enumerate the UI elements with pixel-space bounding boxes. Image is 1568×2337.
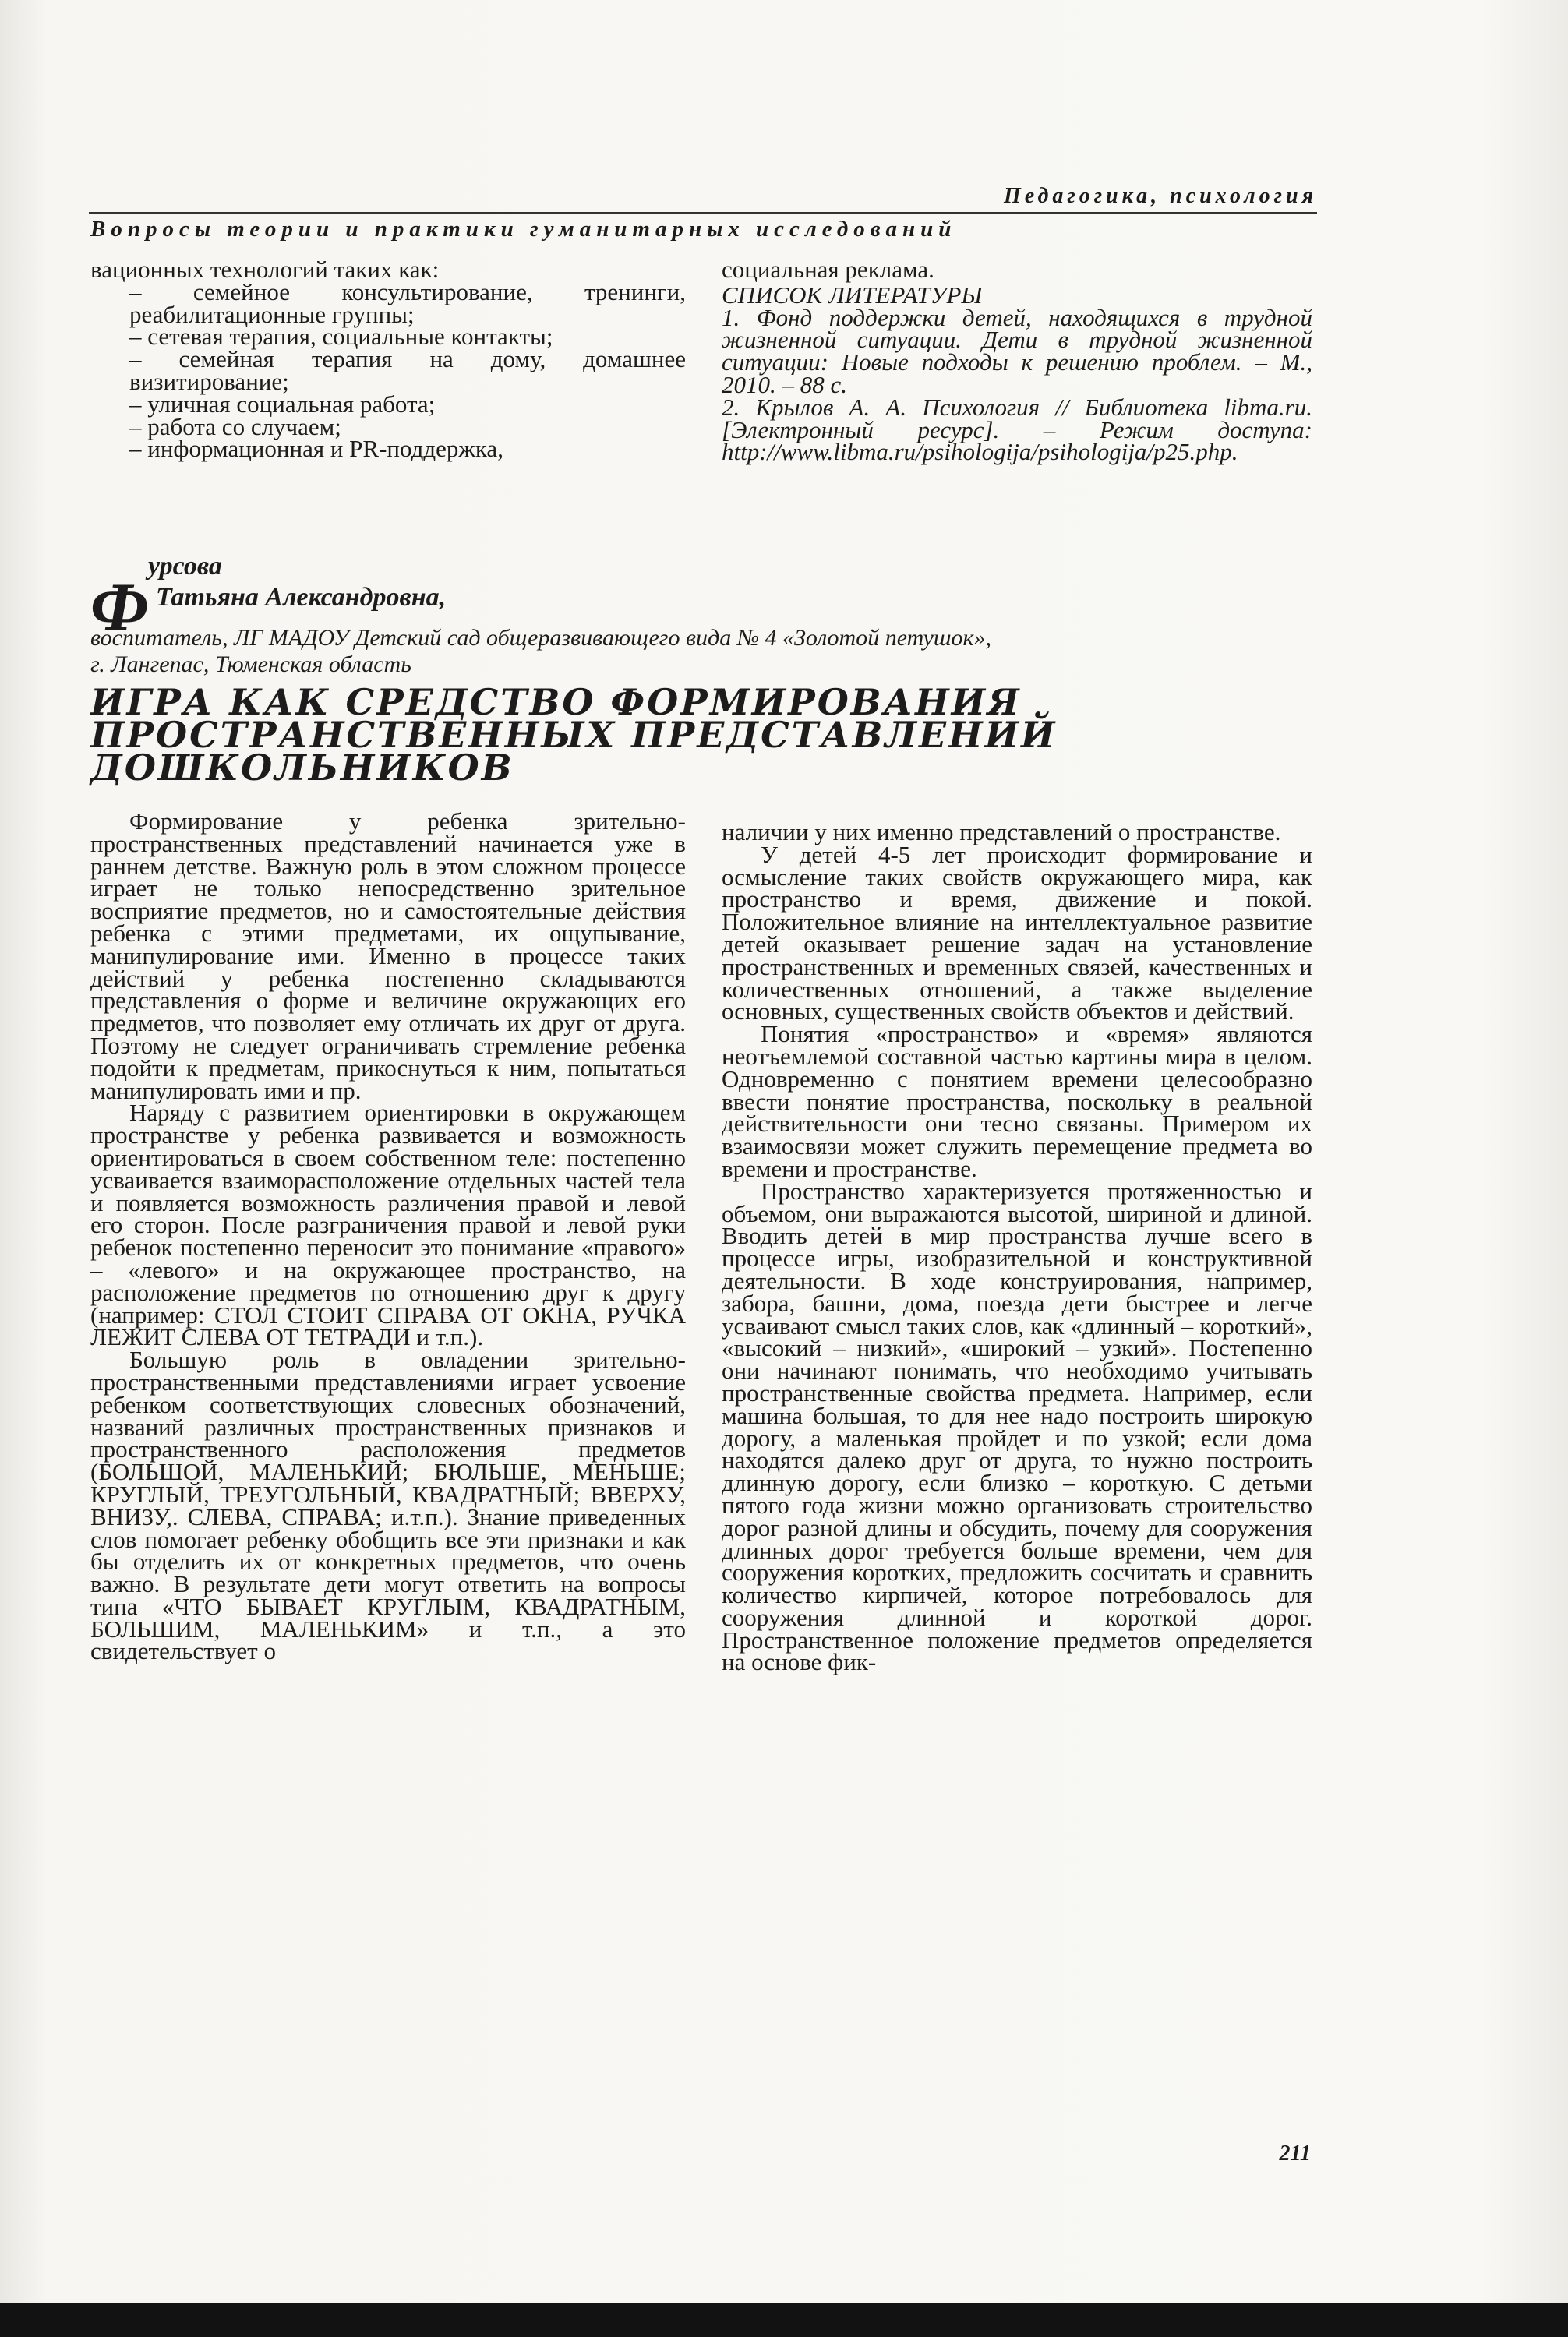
list-item: – работа со случаем; — [129, 412, 341, 440]
title-line: ИГРА КАК СРЕДСТВО ФОРМИРОВАНИЯ — [90, 681, 1022, 723]
title-line: ПРОСТРАНСТВЕННЫХ ПРЕДСТАВЛЕНИЙ — [90, 714, 1058, 756]
list-item: – уличная социальная работа; — [129, 390, 436, 418]
page-number: 211 — [1279, 2141, 1311, 2166]
previous-article-end-left — [90, 256, 686, 463]
body-column-right — [722, 818, 1312, 1676]
title-line: ДОШКОЛЬНИКОВ — [90, 747, 514, 789]
paragraph: У детей 4-5 лет происходит формирование и осмысление таких свойств окружающего мира, как пространство и время, движение и покой. Положительное влияние на интеллектуальное развитие детей оказывает решение задач на установление пространственных и временных связей, качественных и количественных отношений, а также выделение основных, существенных свойств объектов и действий. — [722, 840, 1312, 1026]
reference-item: 1. Фонд поддержки детей, находящихся в трудной жизненной ситуации. Дети в трудной жизненной ситуации: Новые подходы к решению проблем. – М., 2010. – 88 с. — [722, 303, 1312, 398]
reference-item: 2. Крылов А. А. Психология // Библиотека libma.ru. [Электронный ресурс]. – Режим доступа: http://www.libma.ru/psihologija/psihologija/p25.php. — [722, 393, 1312, 466]
author-surname: урсова — [148, 552, 222, 581]
list-item: – информационная и PR-поддержка, — [129, 435, 503, 463]
paragraph: Наряду с развитием ориентировки в окружающем пространстве у ребенка развивается и возможность ориентироваться в своем собственном теле: постепенно усваивается взаиморасположение отдельных частей тела и появляется возможность различения правой и левой его сторон. После разграничения правой и левой руки ребенок постепенно переносит это понимание «правого» – «левого» и на окружающее пространство, на расположение предметов по отношению друг к другу (например: СТОЛ СТОИТ СПРАВА ОТ ОКНА, РУЧКА ЛЕЖИТ СЛЕВА ОТ ТЕТРАДИ и т.п.). — [90, 1099, 686, 1351]
paragraph: Понятия «пространство» и «время» являются неотъемлемой составной частью картины мира в целом. Одновременно с понятием времени целесообразно ввести понятие пространства, поскольку в реальной действительности они тесно связаны. Примером их взаимосвязи может служить перемещение предмета во времени и пространстве. — [722, 1020, 1312, 1182]
header-rule — [89, 212, 1317, 214]
author-name: Татьяна Александровна, — [156, 583, 447, 612]
list-item: – семейное консультирование, тренинги, реабилитационные группы; — [129, 277, 686, 328]
author-initial: Ф — [90, 570, 149, 645]
affiliation-line: воспитатель, ЛГ МАДОУ Детский сад общеразвивающего вида № 4 «Золотой петушок», — [90, 625, 992, 651]
references-title: СПИСОК ЛИТЕРАТУРЫ — [722, 281, 983, 309]
list-item: – сетевая терапия, социальные контакты; — [129, 323, 553, 351]
affiliation-line: г. Лангепас, Тюменская область — [90, 651, 411, 677]
author-affiliation — [90, 625, 991, 678]
continuation-text: социальная реклама. — [722, 256, 934, 283]
list-item: – семейная терапия на дому, домашнее визитирование; — [129, 345, 686, 395]
paragraph: наличии у них именно представлений о пространстве. — [722, 818, 1281, 845]
running-head-section: Педагогика, психология — [1003, 184, 1317, 208]
article-title — [90, 681, 1306, 789]
scan-edge — [0, 2303, 1568, 2337]
previous-article-end-right — [722, 256, 1312, 466]
body-column-left — [90, 807, 686, 1665]
paragraph: Большую роль в овладении зрительно-пространственными представлениями играет усвоение ребенком соответствующих словесных обозначений, названий различных пространственных признаков и пространственного расположения предметов (БОЛЬШОЙ, МАЛЕНЬКИЙ; БЮЛЬШЕ, МЕНЬШЕ; КРУГЛЫЙ, ТРЕУГОЛЬНЫЙ, КВАДРАТНЫЙ; ВВЕРХУ, ВНИЗУ,. СЛЕВА, СПРАВА; и.т.п.). Знание приведенных слов помогает ребенку обобщить все эти признаки и как бы отделить их от конкретных предметов, что очень важно. В результате дети могут ответить на вопросы типа «ЧТО БЫВАЕТ КРУГЛЫМ, КВАДРАТНЫМ, БОЛЬШИМ, МАЛЕНЬКИМ» и т.п., а это свидетельствует о — [90, 1346, 686, 1665]
running-head-journal: Вопросы теории и практики гуманитарных исследований — [90, 217, 957, 242]
paragraph: Формирование у ребенка зрительно-пространственных представлений начинается уже в раннем детстве. Важную роль в этом сложном процессе играет не только непосредственно зрительное восприятие предметов, но и самостоятельные действия ребенка с этими предметами, их ощупывание, манипулирование ими. Именно в процессе таких действий у ребенка постепенно складываются представления о форме и величине окружающих его предметов, что позволяет ему отличать их друг от друга. Поэтому не следует ограничивать стремление ребенка подойти к предметам, прикоснуться к ним, попытаться манипулировать ими и пр. — [90, 807, 686, 1104]
paragraph: Пространство характеризуется протяженностью и объемом, они выражаются высотой, шириной и длиной. Вводить детей в мир пространства лучше всего в процессе игры, изобразительной и конструктивной деятельности. В ходе конструирования, например, забора, башни, дома, поезда дети быстрее и легче усваивают смысл таких слов, как «длинный – короткий», «высокий – низкий», «широкий – узкий». Постепенно они начинают понимать, что необходимо учитывать пространственные свойства предмета. Например, если машина большая, то для нее надо построить широкую дорогу, а маленькая пройдет и по узкой; если дома находятся далеко друг от друга, то нужно построить длинную дорогу, если близко – короткую. С детьми пятого года жизни можно организовать строительство дорог разной длины и обсудить, почему для сооружения длинных дорог требуется больше времени, чем для сооружения коротких, предложить сосчитать и сравнить количество кирпичей, которое потребовалось для сооружения длинной и короткой дорог. Пространственное положение предметов определяется на основе фик- — [722, 1177, 1312, 1676]
list-intro: вационных технологий таких как: — [90, 256, 440, 283]
